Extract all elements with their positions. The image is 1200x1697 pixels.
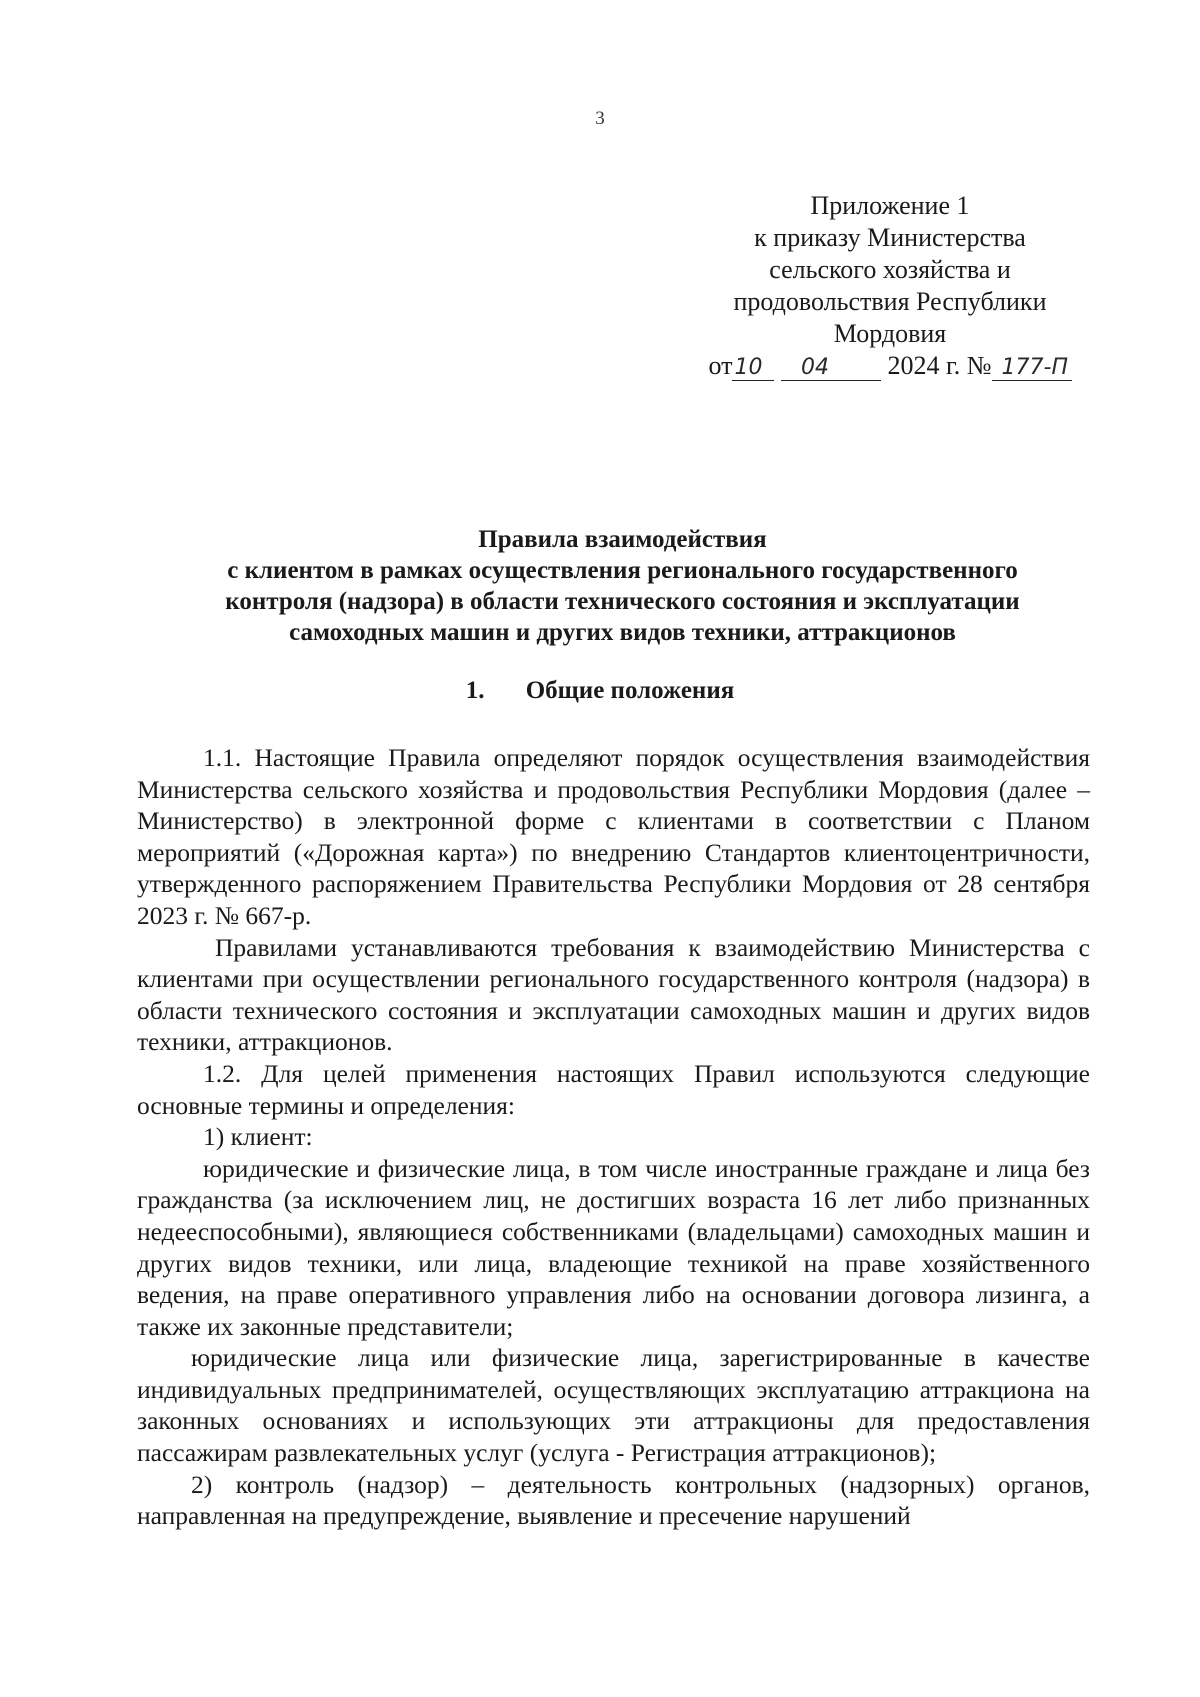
handwritten-doc-number: 177-П xyxy=(992,356,1072,381)
annex-date-line xyxy=(700,350,1080,382)
section-heading xyxy=(0,677,1200,705)
title-line-2: с клиентом в рамках осуществления регионального государственного xyxy=(227,557,1018,584)
paragraph: юридические и физические лица, в том числе иностранные граждане и лица без гражданства (за исключением лиц, не достигших возраста 16 лет либо признанных недееспособными), являющиеся собственниками (владельцами) самоходных машин и других видов техники, или лица, владеющие техникой на праве хозяйственного ведения, на праве оперативного управления либо на основании договора лизинга, а также их законные представители; xyxy=(137,1153,1090,1341)
annex-line-1: Приложение 1 xyxy=(810,191,970,220)
paragraph: юридические лица или физические лица, зарегистрированные в качестве индивидуальных предпринимателей, осуществляющих эксплуатацию аттракциона на законных основаниях и использующих эти аттракционы для предоставления пассажирам развлекательных услуг (услуга - Регистрация аттракционов); xyxy=(137,1343,1090,1468)
annex-line-3: сельского хозяйства и xyxy=(769,255,1011,284)
handwritten-month: 04 xyxy=(781,356,881,381)
date-prefix: от xyxy=(708,351,733,380)
section-title: Общие положения xyxy=(525,677,735,704)
annex-line-2: к приказу Министерства xyxy=(754,223,1026,252)
annex-line-4: продовольствия Республики xyxy=(733,287,1047,316)
paragraph: 1.2. Для целей применения настоящих Правил используются следующие основные термины и определения: xyxy=(137,1058,1090,1120)
title-line-3: контроля (надзора) в области технического состояния и эксплуатации xyxy=(225,588,1020,615)
section-number: 1. xyxy=(465,677,485,704)
paragraph: 2) контроль (надзор) – деятельность контрольных (надзорных) органов, направленная на предупреждение, выявление и пресечение нарушений xyxy=(137,1469,1090,1531)
title-line-1: Правила взаимодействия xyxy=(478,526,767,553)
annex-line-5: Мордовия xyxy=(833,319,947,348)
annex-block xyxy=(700,190,1080,382)
paragraph: 1) клиент: xyxy=(203,1122,313,1152)
date-year: 2024 г. № xyxy=(887,351,992,380)
handwritten-day: 10 xyxy=(732,356,774,381)
title-line-4: самоходных машин и других видов техники, аттракционов xyxy=(289,619,956,646)
paragraph: 1.1. Настоящие Правила определяют порядок осуществления взаимодействия Министерства сельского хозяйства и продовольствия Республики Мордовия (далее – Министерство) в электронной форме с клиентами в соответствии с Планом мероприятий («Дорожная карта») по внедрению Стандартов клиентоцентричности, утвержденного распоряжением Правительства Республики Мордовия от 28 сентября 2023 г. № 667-р. xyxy=(137,743,1090,930)
page-number: 3 xyxy=(595,108,605,129)
body-text xyxy=(137,742,1090,1532)
document-title xyxy=(150,524,1095,648)
paragraph: Правилами устанавливаются требования к взаимодействию Министерства с клиентами при осуществлении регионального государственного контроля (надзора) в области технического состояния и эксплуатации самоходных машин и других видов техники, аттракционов. xyxy=(137,932,1090,1057)
